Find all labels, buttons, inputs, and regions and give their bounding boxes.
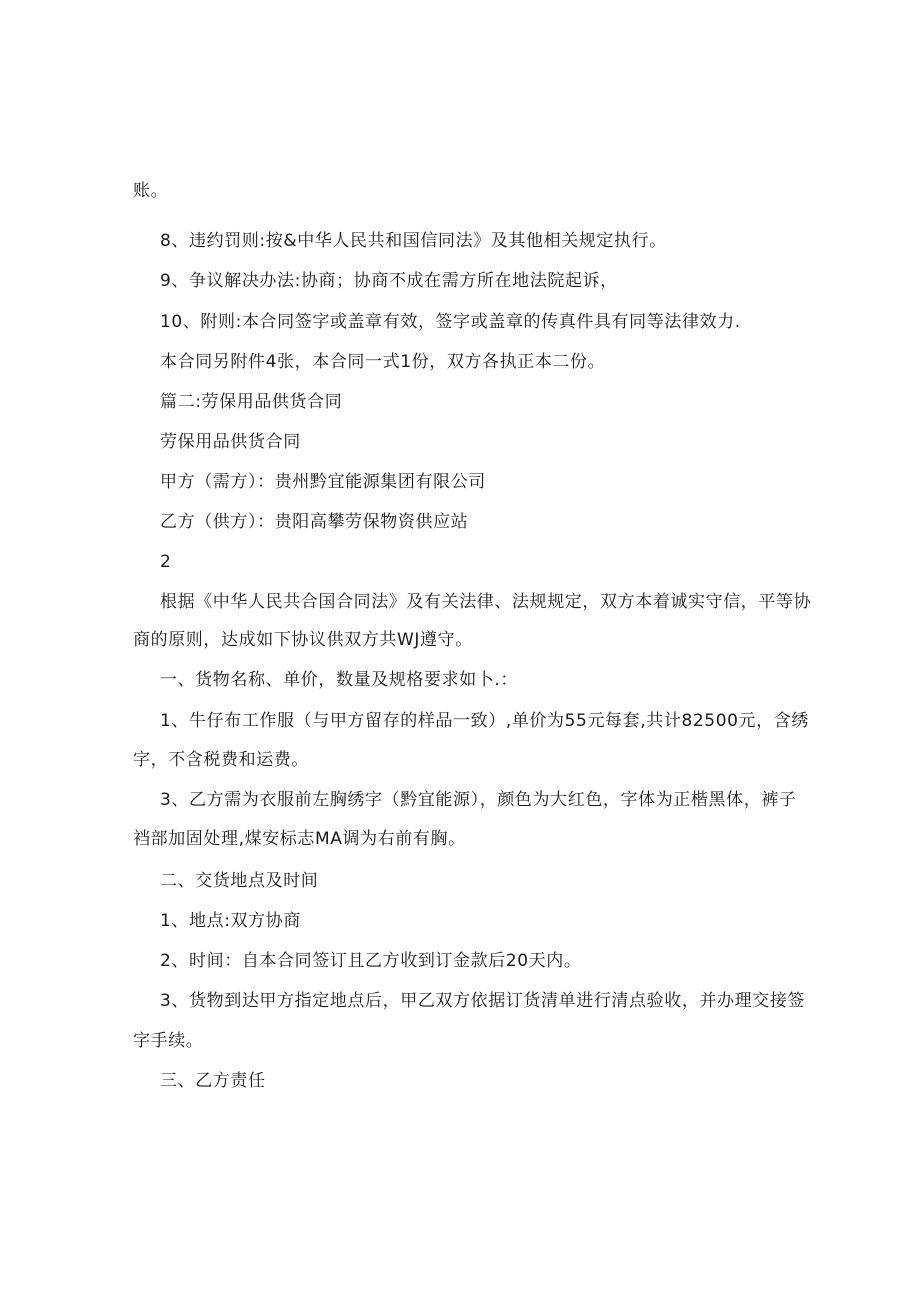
attachment-note: 本合同另附件4张，本合同一式1份，双方各执正本二份。	[160, 352, 606, 372]
item-1-line-2: 字，不含税费和运费。	[133, 750, 309, 770]
preamble-line-1: 根据《中华人民共合国合同法》及有关法律、法规规定，双方本着诚实守信，平等协	[160, 592, 812, 612]
item-3-line-1: 3、乙方需为衣服前左胸绣字（黔宜能源），颜色为大红色，字体为正楷黑体，裤子	[160, 790, 797, 810]
party-b: 乙方（供方）：贵阳高攀劳保物资供应站	[160, 512, 469, 532]
item-1-line-1: 1、牛仔布工作服（与甲方留存的样品一致）,单价为55元每套,共计82500元，含绣	[160, 711, 809, 731]
delivery-location: 1、地点:双方协商	[160, 911, 301, 931]
clause-9-dispute: 9、争议解决办法:协商；协商不成在需方所在地法院起诉，	[160, 271, 618, 291]
section-heading: 篇二:劳保用品供货合同	[160, 392, 343, 412]
preamble-line-2: 商的原则，达成如下协议供双方共WJ遵守。	[133, 630, 473, 650]
clause-8-penalty: 8、违约罚则:按&中华人民共和国信同法》及其他相关规定执行。	[160, 231, 667, 251]
acceptance-line-2: 字手续。	[133, 1031, 204, 1051]
page-number: 2	[160, 552, 172, 572]
paragraph-continuation: 账。	[133, 181, 169, 201]
clause-10-supplementary: 10、附则:本合同签字或盖章有效，签字或盖章的传真件具有同等法律效力.	[160, 312, 741, 332]
article-1-heading: 一、货物名称、单价，数量及规格要求如卜.：	[160, 670, 519, 690]
acceptance-line-1: 3、货物到达甲方指定地点后，甲乙双方依据订货清单进行清点验收，并办理交接签	[160, 991, 806, 1011]
item-3-line-2: 裆部加固处理,煤安标志MA调为右前有胸。	[133, 829, 466, 849]
delivery-time: 2、时间：自本合同签订且乙方收到订金款后20天内。	[160, 951, 582, 971]
article-3-heading: 三、乙方责任	[160, 1071, 266, 1091]
contract-title: 劳保用品供货合同	[160, 432, 301, 452]
article-2-heading: 二、交货地点及时间	[160, 871, 319, 891]
party-a: 甲方（需方）：贵州黔宜能源集团有限公司	[160, 472, 486, 492]
